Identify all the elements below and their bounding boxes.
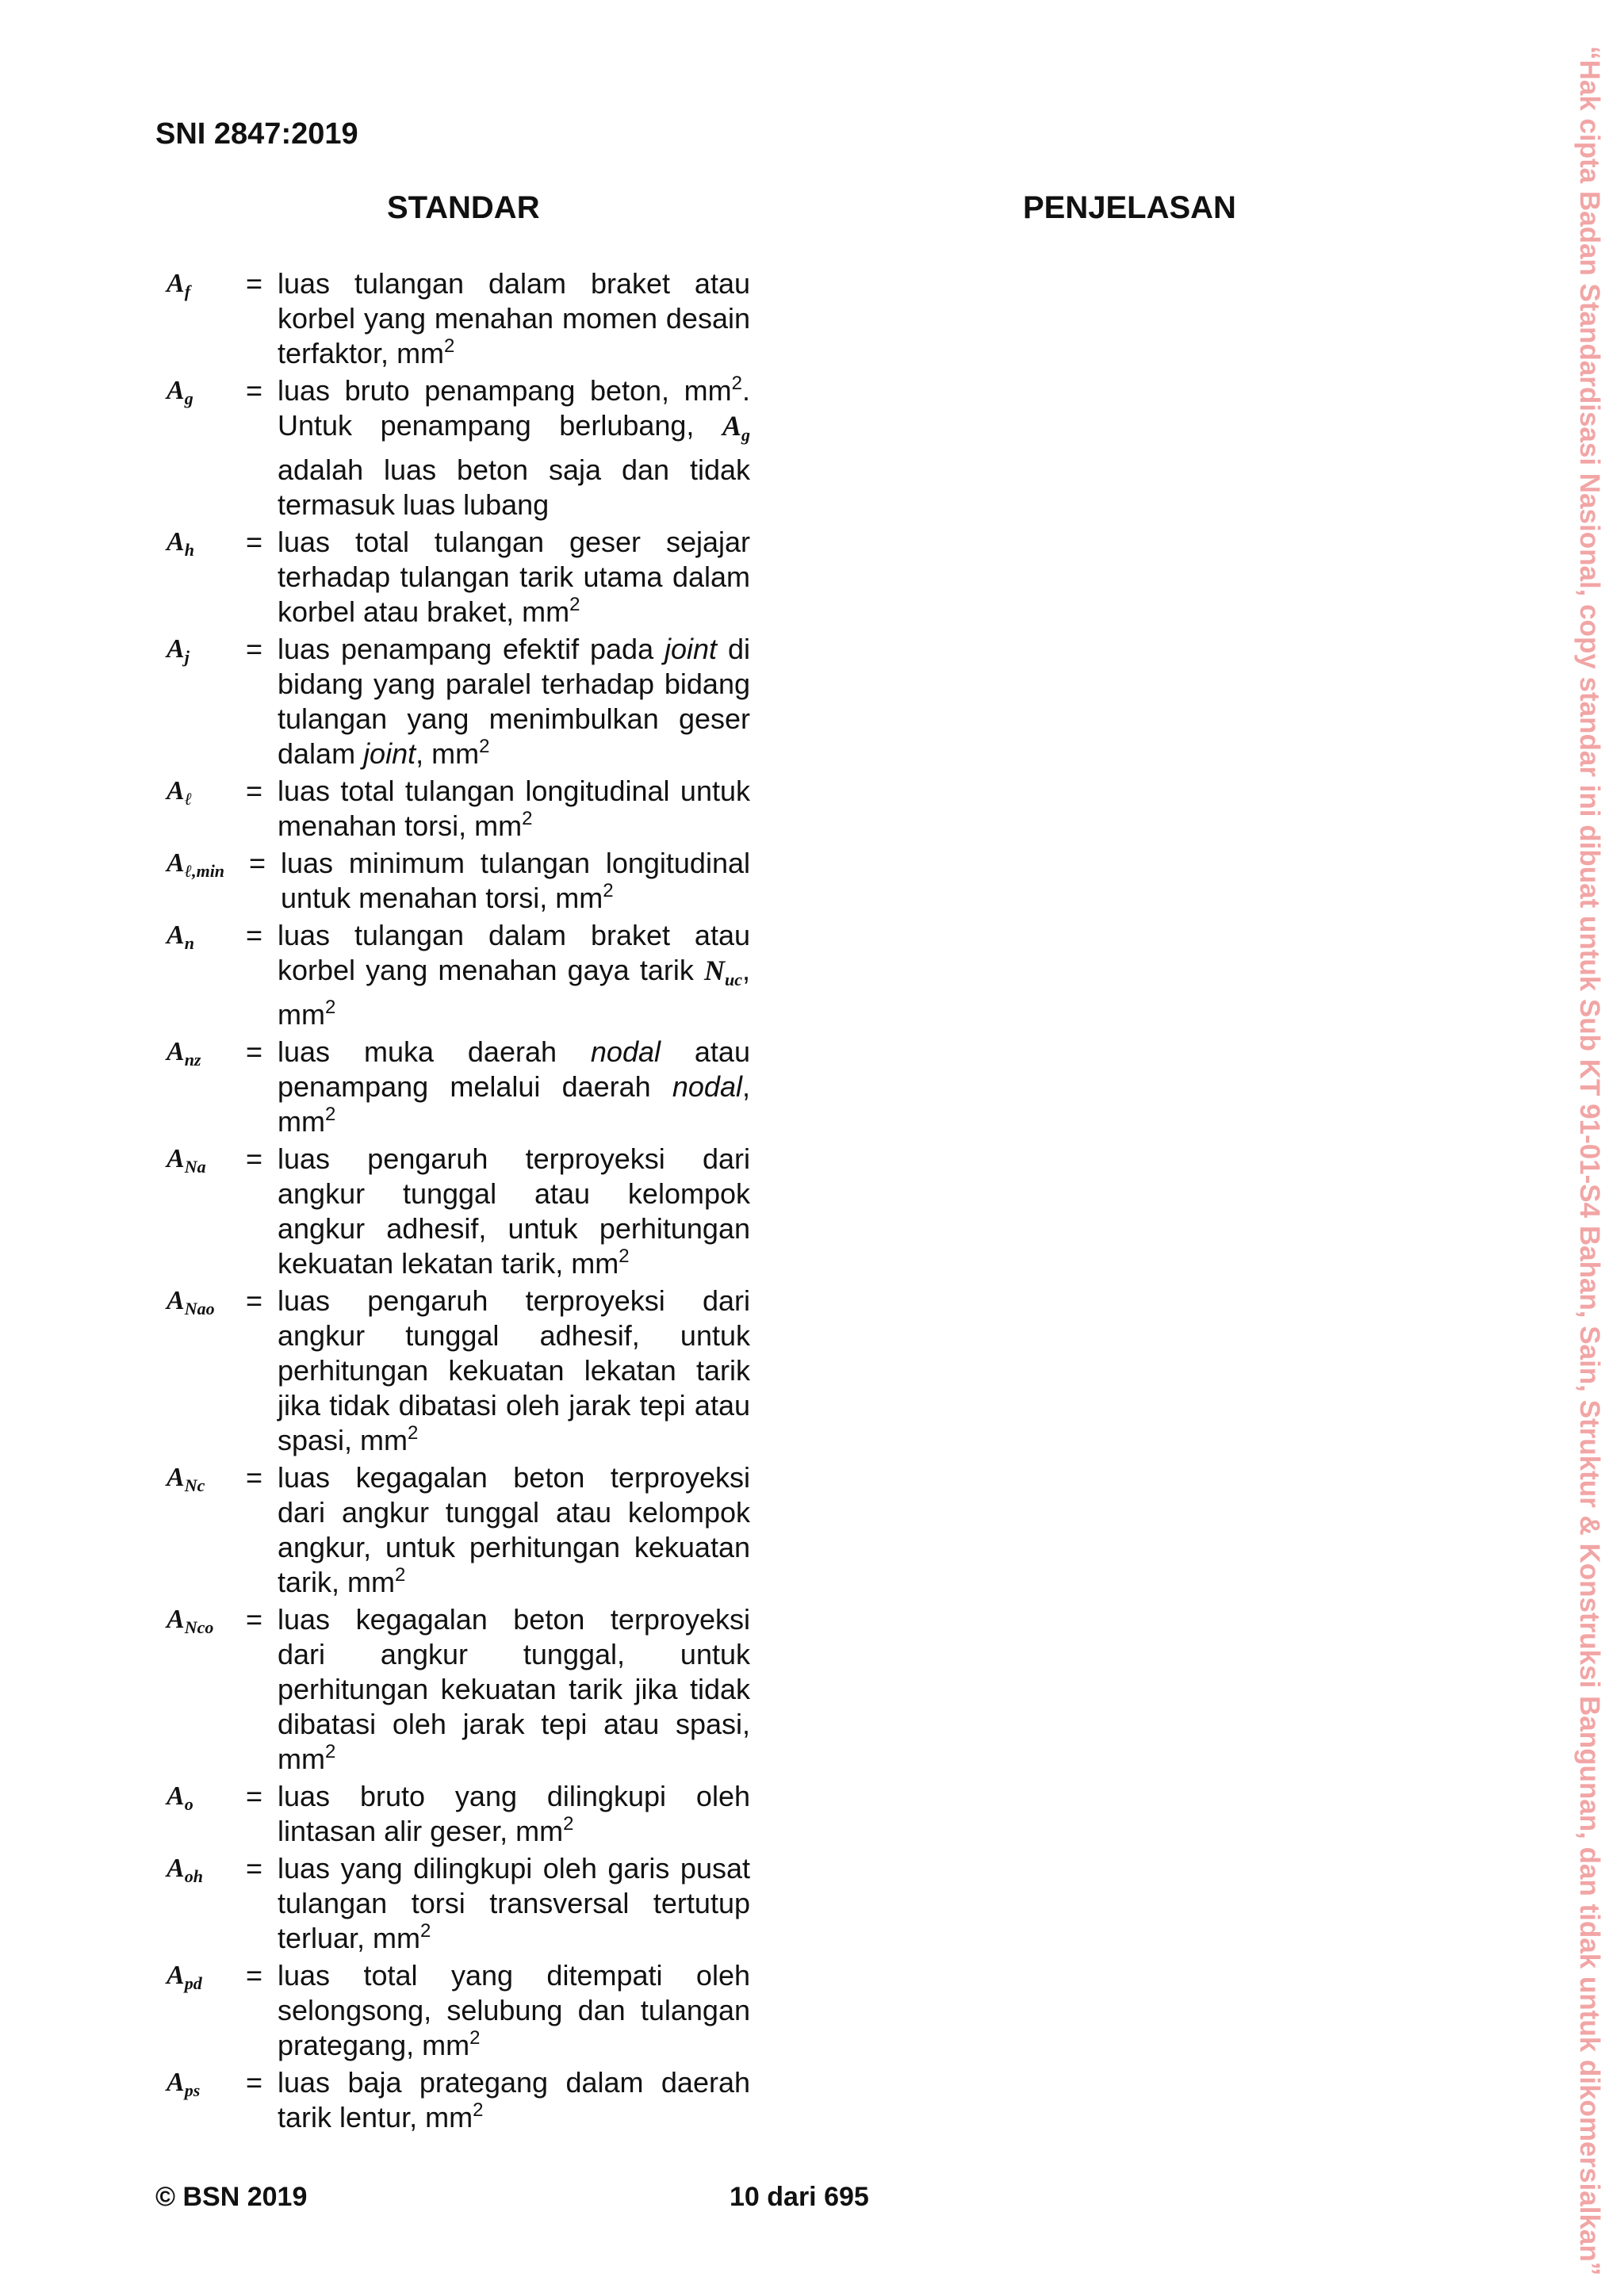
definition-text: luas pengaruh terproyeksi dari angkur tunggal atau kelompok angkur adhesif, untuk perhitungan kekuatan lekatan tarik, $mm^2$ (278, 1142, 750, 1280)
definition-row (167, 1142, 750, 1281)
definition-row (167, 266, 750, 371)
definition-symbol: $A_{oh}$ (167, 1854, 203, 1886)
column-heading-standar: STANDAR (387, 190, 540, 225)
definition-text: luas tulangan dalam braket atau korbel yang menahan gaya tarik $N_{uc}$, $mm^2$ (278, 919, 750, 1031)
definition-row (167, 373, 750, 522)
watermark-text: “Hak cipta Badan Standardisasi Nasional, copy standar ini dibuat untuk Sub KT 91-01-S4 Bahan, Sain, Struktur & Konstruksi Bangunan, dan tidak untuk dikomersialkan” (1574, 46, 1605, 2276)
equals-sign: = (249, 847, 266, 879)
document-code: SNI 2847:2019 (155, 117, 358, 151)
definition-row (167, 1035, 750, 1139)
definition-symbol: $A_{ps}$ (167, 2068, 201, 2100)
definition-symbol: $A_{pd}$ (167, 1961, 202, 1993)
equals-sign: = (246, 1035, 263, 1068)
equals-sign: = (246, 1959, 263, 1992)
copyright-watermark (1565, 46, 1613, 2276)
footer-page-number: 10 dari 695 (730, 2182, 869, 2212)
definition-text: luas total yang ditempati oleh selongsong, selubung dan tulangan prategang, $mm^2$ (278, 1959, 750, 2061)
column-heading-penjelasan: PENJELASAN (1023, 190, 1236, 225)
definition-list (167, 266, 750, 2137)
definition-row (167, 1602, 750, 1777)
definition-symbol: $A_{Nco}$ (167, 1605, 214, 1637)
definition-text: luas muka daerah nodal atau penampang melalui daerah nodal, $mm^2$ (278, 1035, 750, 1138)
definition-text: luas tulangan dalam braket atau korbel yang menahan momen desain terfaktor, $mm^2$ (278, 267, 750, 369)
definition-text: luas yang dilingkupi oleh garis pusat tulangan torsi transversal tertutup terluar, $mm^2$ (278, 1852, 750, 1954)
footer-copyright: © BSN 2019 (155, 2182, 308, 2212)
definition-text: luas bruto penampang beton, $mm^2$. Untuk penampang berlubang, $A_g$ adalah luas beton saja dan tidak termasuk luas lubang (278, 373, 750, 521)
definition-symbol: $A_f$ (167, 269, 191, 301)
definition-symbol: $A_{nz}$ (167, 1037, 201, 1070)
definition-symbol: $A_{\ell,min}$ (167, 848, 225, 881)
equals-sign: = (246, 1852, 263, 1885)
definition-text: luas total tulangan longitudinal untuk menahan torsi, $mm^2$ (278, 775, 750, 842)
equals-sign: = (246, 775, 263, 807)
definition-text: luas kegagalan beton terproyeksi dari angkur tunggal, untuk perhitungan kekuatan tarik jika tidak dibatasi oleh jarak tepi atau spasi, $mm^2$ (278, 1603, 750, 1775)
definition-text: luas bruto yang dilingkupi oleh lintasan alir geser, $mm^2$ (278, 1780, 750, 1847)
definition-symbol: $A_\ell$ (167, 776, 193, 809)
definition-text: luas minimum tulangan longitudinal untuk menahan torsi, $mm^2$ (281, 847, 750, 914)
definition-text: luas pengaruh terproyeksi dari angkur tunggal adhesif, untuk perhitungan kekuatan lekatan tarik jika tidak dibatasi oleh jarak tepi atau spasi, $mm^2$ (278, 1284, 750, 1456)
definition-row (167, 1779, 750, 1849)
definition-symbol: $A_h$ (167, 527, 194, 560)
definition-row (167, 774, 750, 844)
equals-sign: = (246, 267, 263, 300)
equals-sign: = (246, 1284, 263, 1317)
definition-row (167, 525, 750, 629)
definition-row (167, 918, 750, 1032)
definition-text: luas penampang efektif pada joint di bidang yang paralel terhadap bidang tulangan yang menimbulkan geser dalam joint, $mm^2$ (278, 633, 750, 770)
definition-symbol: $A_n$ (167, 920, 194, 953)
equals-sign: = (246, 633, 263, 665)
equals-sign: = (246, 526, 263, 558)
equals-sign: = (246, 2066, 263, 2099)
definition-row (167, 2065, 750, 2135)
definition-symbol: $A_g$ (167, 376, 193, 408)
definition-symbol: $A_{Na}$ (167, 1144, 206, 1177)
definition-row (167, 1851, 750, 1956)
equals-sign: = (246, 1461, 263, 1494)
definition-symbol: $A_o$ (167, 1781, 193, 1814)
equals-sign: = (246, 1142, 263, 1175)
definition-row (167, 1958, 750, 2063)
definition-symbol: $A_{Nao}$ (167, 1286, 215, 1318)
definition-row (167, 1460, 750, 1600)
definition-row (167, 846, 750, 916)
definition-text: luas total tulangan geser sejajar terhadap tulangan tarik utama dalam korbel atau braket, $mm^2$ (278, 526, 750, 628)
definition-row (167, 1284, 750, 1458)
definition-text: luas kegagalan beton terproyeksi dari angkur tunggal atau kelompok angkur, untuk perhitungan kekuatan tarik, $mm^2$ (278, 1461, 750, 1598)
definition-symbol: $A_j$ (167, 634, 190, 667)
equals-sign: = (246, 919, 263, 951)
definition-text: luas baja prategang dalam daerah tarik lentur, $mm^2$ (278, 2066, 750, 2133)
equals-sign: = (246, 1603, 263, 1636)
equals-sign: = (246, 374, 263, 407)
equals-sign: = (246, 1780, 263, 1812)
definition-row (167, 632, 750, 771)
definition-symbol: $A_{Nc}$ (167, 1463, 205, 1495)
